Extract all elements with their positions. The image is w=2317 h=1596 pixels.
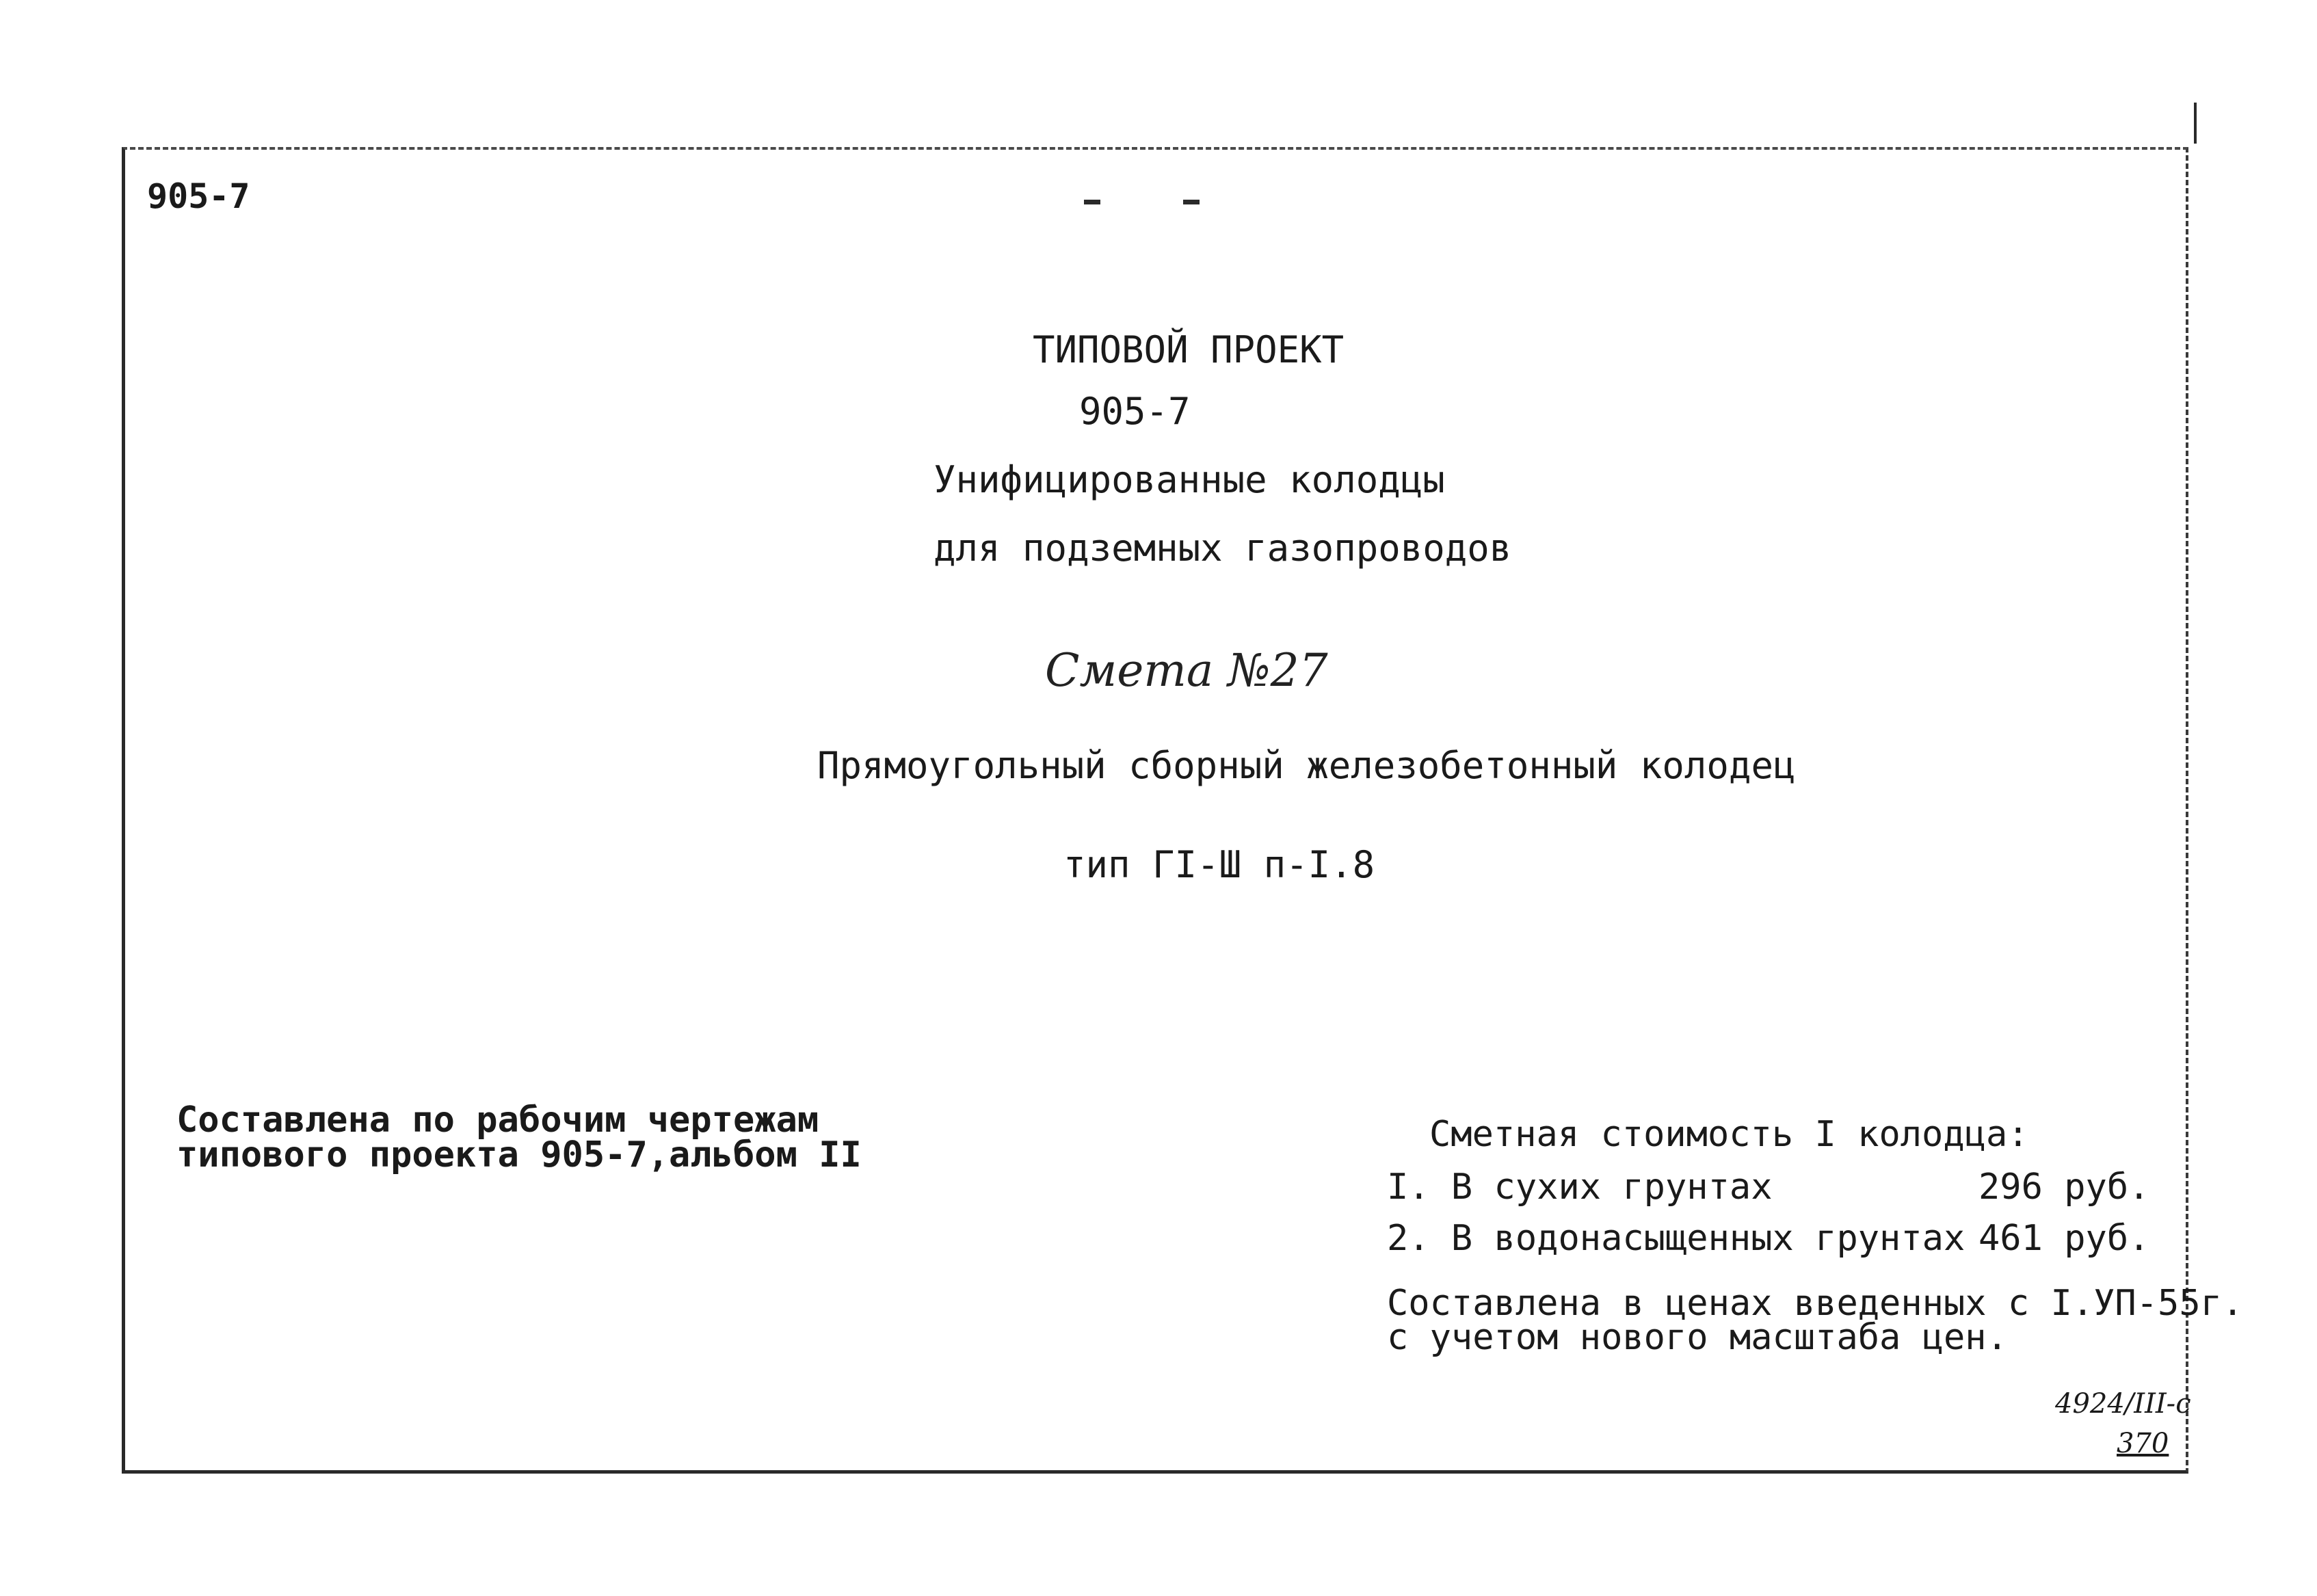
cost-row-wet-label: 2. В водонасыщенных грунтах bbox=[1387, 1218, 1965, 1259]
dash-mark-left bbox=[1084, 200, 1100, 204]
cost-row-wet-value: 461 руб. bbox=[1978, 1218, 2150, 1259]
well-type: тип ГI-Ш п-I.8 bbox=[1063, 843, 1375, 886]
well-description: Прямоугольный сборный железобетонный колодец bbox=[817, 744, 1796, 787]
frame-corner-tick bbox=[2194, 103, 2197, 144]
prices-note-line2: с учетом нового масштаба цен. bbox=[1387, 1317, 2008, 1358]
estimate-title-handwritten: Смета №27 bbox=[1045, 644, 1328, 697]
header-typical-project: ТИПОВОЙ ПРОЕКТ bbox=[1033, 328, 1345, 371]
cost-heading: Сметная стоимость I колодца: bbox=[1429, 1114, 2029, 1155]
compiled-from-line2: типового проекта 905-7,альбом II bbox=[176, 1134, 862, 1175]
header-gas-pipelines: для подземных газопроводов bbox=[934, 527, 1512, 570]
sheet-mark-line1: 4924/III-с bbox=[2055, 1388, 2191, 1420]
header-unified-wells: Унифицированные колодцы bbox=[934, 458, 1445, 501]
dash-mark-right bbox=[1183, 200, 1200, 204]
sheet-mark-line2: 370 bbox=[2117, 1428, 2169, 1459]
corner-project-code: 905-7 bbox=[147, 176, 250, 216]
cost-row-dry-label: I. В сухих грунтах bbox=[1387, 1167, 1773, 1208]
prices-note-line1: Составлена в ценах введенных с I.УП-55г. bbox=[1387, 1283, 2244, 1324]
header-project-number: 905-7 bbox=[1079, 390, 1191, 433]
cost-row-dry-value: 296 руб. bbox=[1978, 1167, 2150, 1208]
compiled-from-line1: Составлена по рабочим чертежам bbox=[176, 1100, 819, 1141]
